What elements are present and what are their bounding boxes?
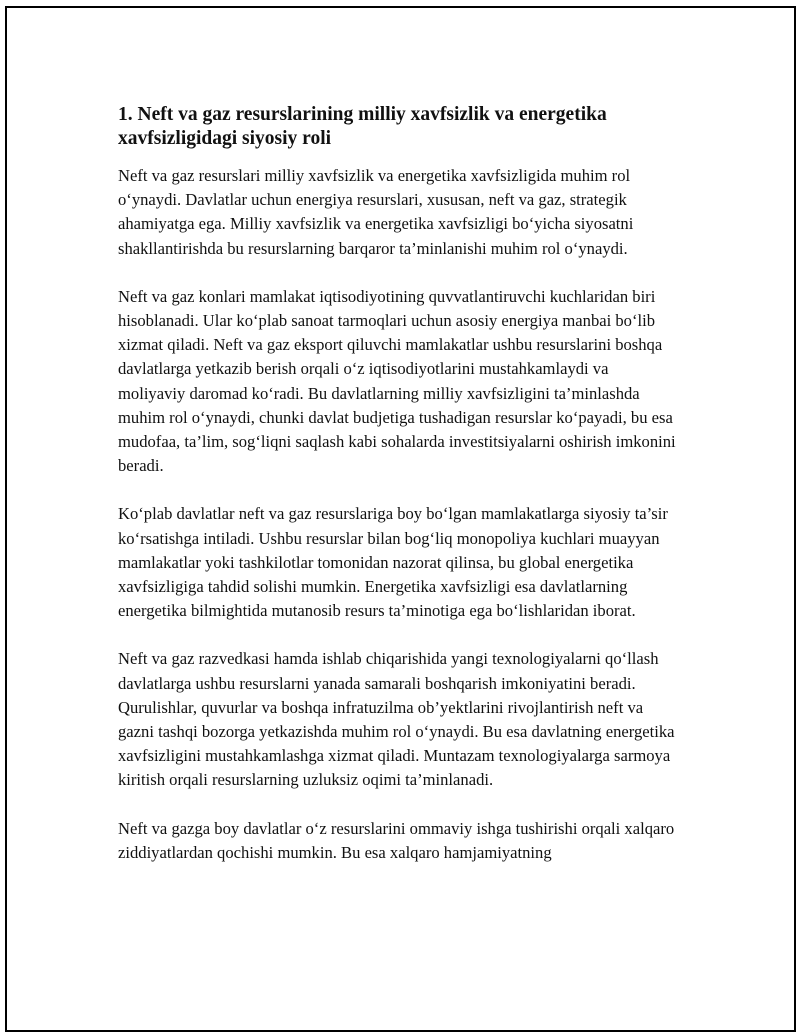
page-frame bbox=[5, 6, 796, 1032]
paragraph-4: Neft va gaz razvedkasi hamda ishlab chiqarishida yangi texnologiyalarni qo‘llash davlatlarga ushbu resurslarni yanada samarali boshqarish imkoniyatini beradi. Qurulishlar, quvurlar va boshqa infratuzilma ob’yektlarini rivojlantirish neft va gazni tashqi bozorga yetkazishda muhim rol o‘ynaydi. Bu esa davlatning energetika xavfsizligini mustahkamlashga xizmat qiladi. Muntazam texnologiyalarga sarmoya kiritish orqali resurslarning uzluksiz oqimi ta’minlanadi. bbox=[118, 649, 675, 790]
document-body bbox=[118, 103, 678, 889]
paragraph-5: Neft va gazga boy davlatlar o‘z resurslarini ommaviy ishga tushirishi orqali xalqaro ziddiyatlardan qochishi mumkin. Bu esa xalqaro hamjamiyatning bbox=[118, 818, 675, 862]
paragraph-3: Ko‘plab davlatlar neft va gaz resurslariga boy bo‘lgan mamlakatlarga siyosiy ta’sir ko‘rsatishga intiladi. Ushbu resurslar bilan bog‘liq monopoliya kuchlari muayyan mamlakatlar yoki tashkilotlar tomonidan nazorat qilinsa, bu global energetika xavfsizligiga tahdid solishi mumkin. Energetika xavfsizligi esa davlatlarning energetika bilmightida mutanosib resurs ta’minotiga ega bo‘lishlaridan iborat. bbox=[118, 504, 668, 621]
section-heading: 1. Neft va gaz resurslarining milliy xavfsizlik va energetika xavfsizligidagi siyosiy roli bbox=[118, 104, 607, 149]
paragraph-1: Neft va gaz resurslari milliy xavfsizlik va energetika xavfsizligida muhim rol o‘ynaydi. Davlatlar uchun energiya resurslari, xususan, neft va gaz, strategik ahamiyatga ega. Milliy xavfsizlik va energetika xavfsizligi bo‘yicha siyosatni shakllantirishda bu resurslarning barqaror ta’minlanishi muhim rol o‘ynaydi. bbox=[118, 166, 634, 258]
paragraph-2: Neft va gaz konlari mamlakat iqtisodiyotining quvvatlantiruvchi kuchlaridan biri hisoblanadi. Ular ko‘plab sanoat tarmoqlari uchun asosiy energiya manbai bo‘lib xizmat qiladi. Neft va gaz eksport qiluvchi mamlakatlar ushbu resurslarini boshqa davlatlarga yetkazib berish orqali o‘z iqtisodiyotlarini mustahkamlaydi va moliyaviy daromad ko‘radi. Bu davlatlarning milliy xavfsizligini ta’minlashda muhim rol o‘ynaydi, chunki davlat budjetiga tushadigan resurslar ko‘payadi, bu esa mudofaa, ta’lim, sog‘liqni saqlash kabi sohalarda investitsiyalarni oshirish imkonini beradi. bbox=[118, 286, 676, 476]
